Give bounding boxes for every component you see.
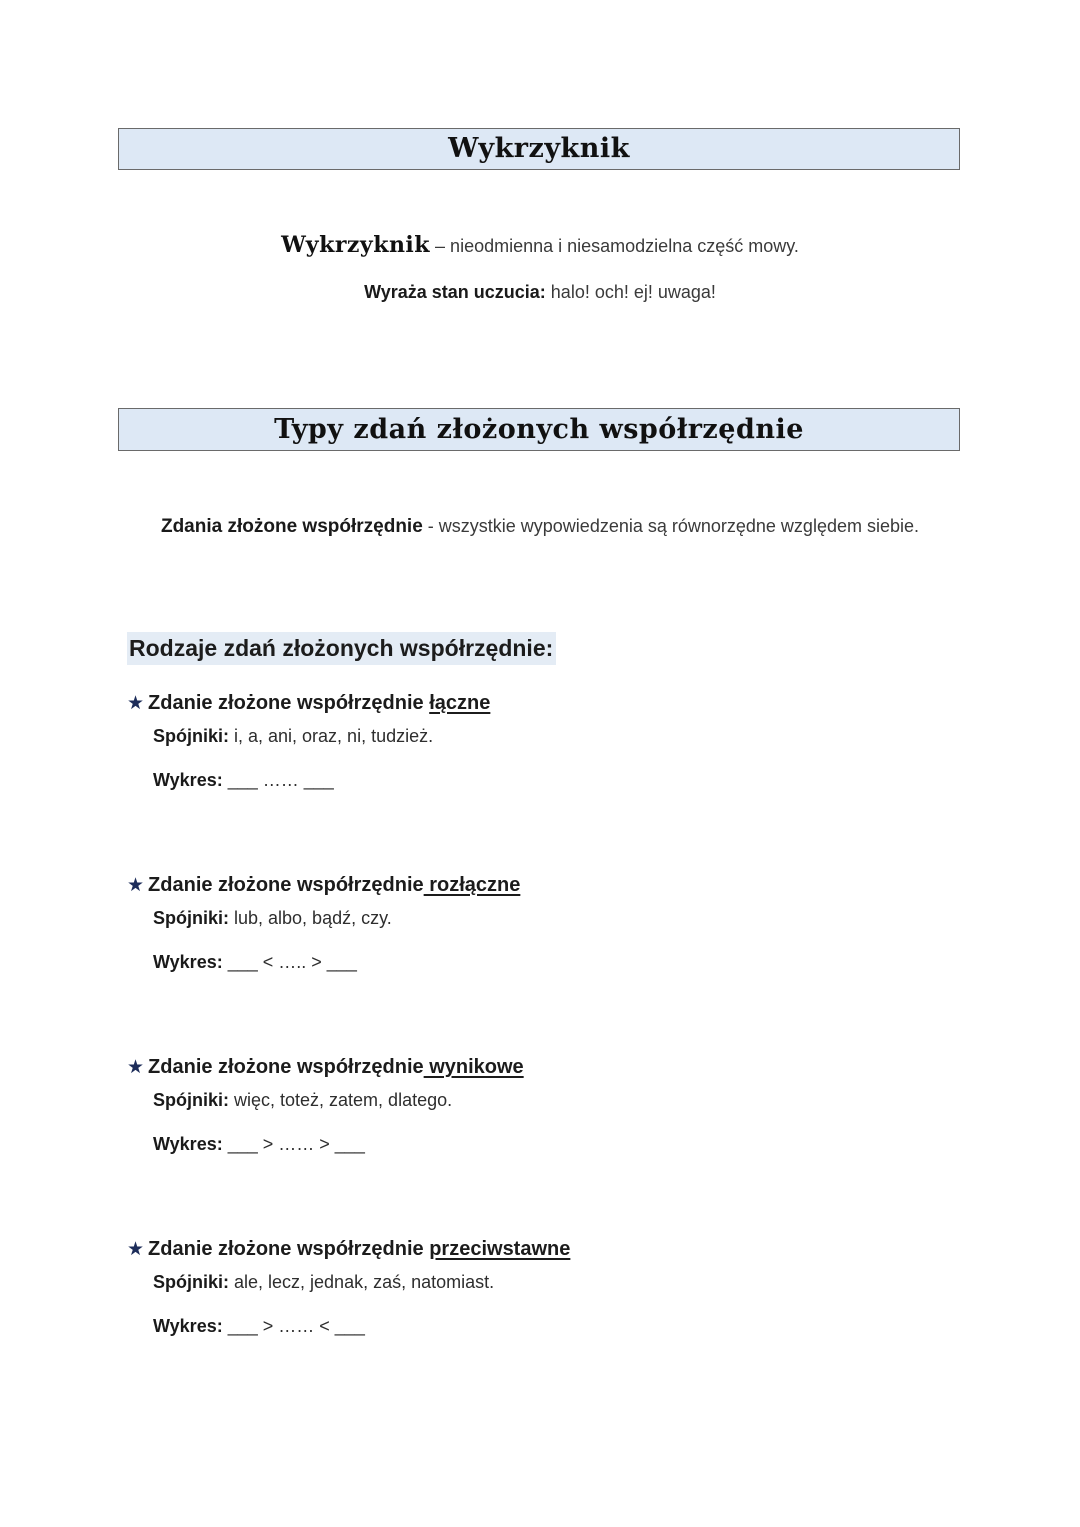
conjunctions-list: więc, toteż, zatem, dlatego. <box>229 1090 453 1110</box>
type-title-name: przeciwstawne <box>429 1238 571 1260</box>
conjunctions-list: ale, lecz, jednak, zaś, natomiast. <box>229 1272 495 1292</box>
expresses-examples: halo! och! ej! uwaga! <box>545 282 716 302</box>
diagram-row <box>153 952 357 973</box>
coordinate-sentences-definition <box>140 512 940 541</box>
diagram-row <box>153 1316 365 1337</box>
type-title-prefix: Zdanie złożone współrzędnie <box>148 1056 424 1078</box>
expresses-label: Wyraża stan uczucia: <box>364 282 546 302</box>
type-title <box>127 689 927 717</box>
coordinate-sentences-term: Zdania złożone współrzędnie <box>160 516 423 537</box>
diagram-label: Wykres: <box>153 770 223 790</box>
types-heading: Rodzaje zdań złożonych współrzędnie: <box>127 632 556 665</box>
diagram-value: ___ > …… < ___ <box>227 1316 365 1336</box>
conjunctions-label: Spójniki: <box>153 726 229 746</box>
type-title <box>127 1235 927 1263</box>
coordinate-sentences-definition-text: - wszystkie wypowiedzenia są równorzędne względem siebie. <box>422 516 920 536</box>
wykrzyknik-definition-text: – nieodmienna i niesamodzielna część mowy. <box>430 236 799 256</box>
diagram-value: ___ > …… > ___ <box>227 1134 365 1154</box>
type-title <box>127 1053 927 1081</box>
diagram-row <box>153 770 334 791</box>
conjunctions-label: Spójniki: <box>153 908 229 928</box>
type-title-name: wynikowe <box>423 1056 524 1078</box>
star-icon: ★ <box>127 1056 145 1078</box>
wykrzyknik-term: Wykrzyknik <box>281 232 431 258</box>
diagram-label: Wykres: <box>153 1316 223 1336</box>
conjunctions-row <box>153 726 433 747</box>
conjunctions-label: Spójniki: <box>153 1272 229 1292</box>
diagram-label: Wykres: <box>153 1134 223 1154</box>
type-block-przeciwstawne <box>127 1235 927 1336</box>
type-block-laczne <box>127 689 927 790</box>
type-title-prefix: Zdanie złożone współrzędnie <box>148 1238 430 1260</box>
conjunctions-row <box>153 1090 452 1111</box>
star-icon: ★ <box>127 1238 145 1260</box>
coordinate-sentences-banner <box>118 408 960 451</box>
conjunctions-row <box>153 1272 494 1293</box>
type-title-prefix: Zdanie złożone współrzędnie <box>148 692 430 714</box>
conjunctions-list: i, a, ani, oraz, ni, tudzież. <box>229 726 434 746</box>
conjunctions-list: lub, albo, bądź, czy. <box>229 908 392 928</box>
type-title-prefix: Zdanie złożone współrzędnie <box>148 874 424 896</box>
diagram-row <box>153 1134 365 1155</box>
conjunctions-label: Spójniki: <box>153 1090 229 1110</box>
wykrzyknik-banner <box>118 128 960 170</box>
wykrzyknik-banner-title: Wykrzyknik <box>448 133 630 164</box>
wykrzyknik-expresses <box>0 282 1080 303</box>
type-title-name: łączne <box>429 692 491 714</box>
conjunctions-row <box>153 908 392 929</box>
diagram-value: ___ < ….. > ___ <box>227 952 357 972</box>
type-title <box>127 871 927 899</box>
type-title-name: rozłączne <box>423 874 521 896</box>
type-block-rozlaczne <box>127 871 927 972</box>
coordinate-sentences-banner-title: Typy zdań złożonych współrzędnie <box>274 414 804 445</box>
star-icon: ★ <box>127 874 145 896</box>
diagram-label: Wykres: <box>153 952 223 972</box>
type-block-wynikowe <box>127 1053 927 1154</box>
star-icon: ★ <box>127 692 145 714</box>
wykrzyknik-definition <box>0 232 1080 258</box>
diagram-value: ___ …… ___ <box>227 770 334 790</box>
